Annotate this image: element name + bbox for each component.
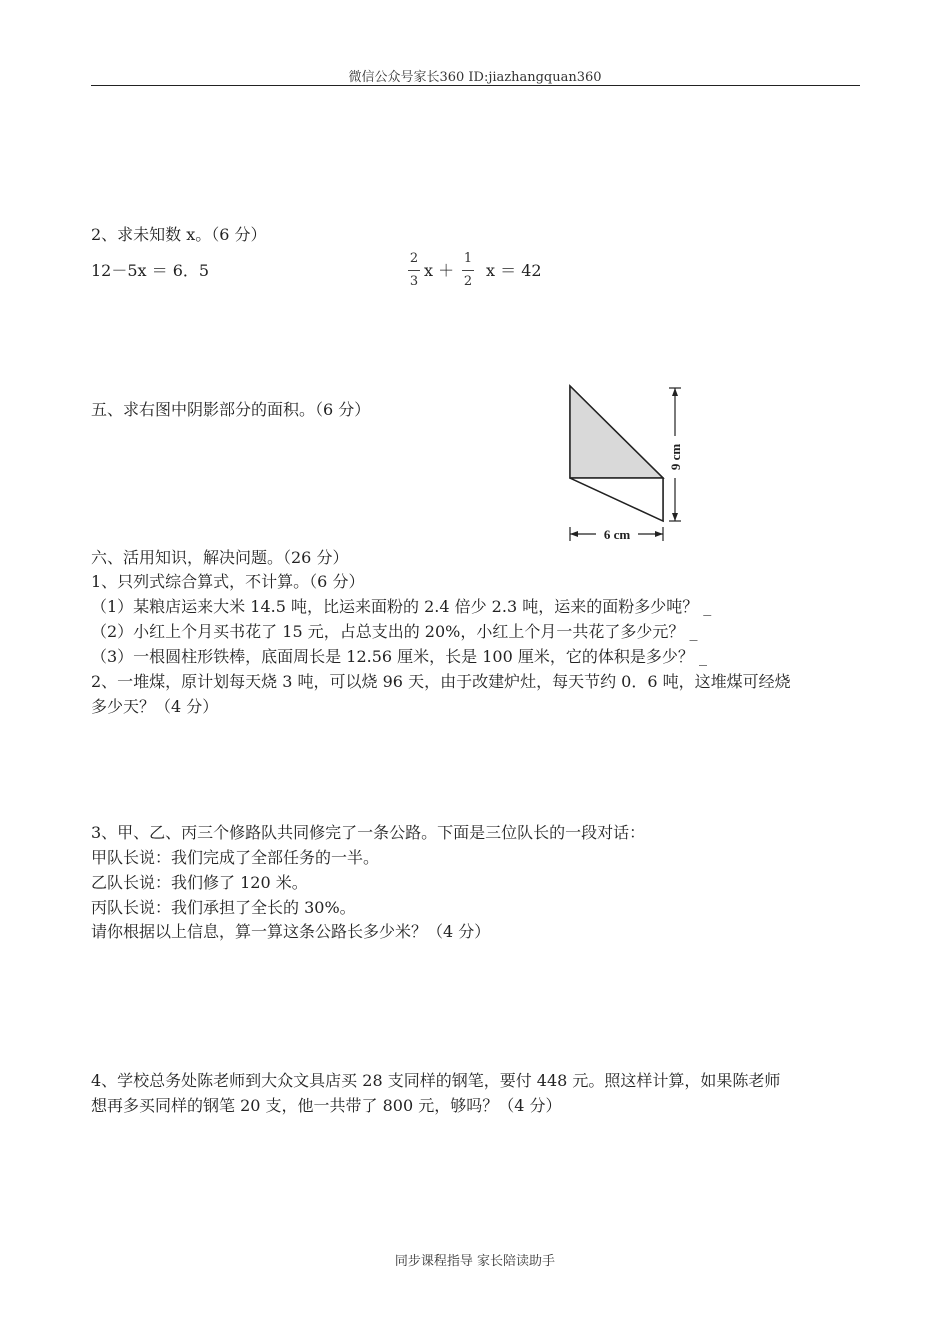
q1-item-2: （2）小红上个月买书花了 15 元，占总支出的 20%，小红上个月一共花了多少元？ _ <box>91 622 698 641</box>
q2-line-1: 2、一堆煤，原计划每天烧 3 吨，可以烧 96 天，由于改建炉灶，每天节约 0．6 吨，这堆煤可经烧 <box>91 672 791 691</box>
width-label: 6 cm <box>603 527 631 542</box>
page-header: 微信公众号家长360 ID:jiazhangquan360 <box>348 70 602 85</box>
q1-item-1: （1）某粮店运来大米 14.5 吨，比运来面粉的 2.4 倍少 2.3 吨，运来的面粉多少吨？ _ <box>91 597 712 616</box>
q4-line-2: 想再多买同样的钢笔 20 支，他一共带了 800 元，够吗？（4 分） <box>91 1096 562 1115</box>
equation-2-term-1: x ＋ <box>424 261 455 280</box>
fraction-2-denominator: 2 <box>463 274 473 289</box>
q4-line-1: 4、学校总务处陈老师到大众文具店买 28 支同样的钢笔，要付 448 元。照这样计算，如果陈老师 <box>91 1071 781 1090</box>
section-six-title: 六、活用知识，解决问题。（26 分） <box>91 548 349 567</box>
height-label: 9 cm <box>668 443 683 471</box>
q1-title: 1、只列式综合算式，不计算。（6 分） <box>91 572 365 591</box>
fraction-1-numerator: 2 <box>409 251 419 266</box>
fraction-2-numerator: 1 <box>463 251 473 266</box>
equations-title: 2、求未知数 x。（6 分） <box>91 225 267 244</box>
q3-line-1: 3、甲、乙、丙三个修路队共同修完了一条公路。下面是三位队长的一段对话： <box>91 823 646 842</box>
fraction-1-denominator: 3 <box>409 274 419 289</box>
unshaded-triangle <box>570 478 663 521</box>
fraction-1-bar <box>408 270 420 271</box>
shaded-area-figure <box>560 380 700 550</box>
q3-line-4: 丙队长说：我们承担了全长的 30%。 <box>91 898 356 917</box>
q3-line-5: 请你根据以上信息，算一算这条公路长多少米？（4 分） <box>91 922 491 941</box>
header-divider <box>91 85 860 86</box>
fraction-2-bar <box>462 270 474 271</box>
equation-2-term-2: x ＝ 42 <box>486 261 542 280</box>
section-five-title: 五、求右图中阴影部分的面积。（6 分） <box>91 400 371 419</box>
shaded-triangle <box>570 386 663 478</box>
q1-item-3: （3）一根圆柱形铁棒，底面周长是 12.56 厘米，长是 100 厘米，它的体积是多少？ _ <box>91 647 707 666</box>
page-footer: 同步课程指导 家长陪读助手 <box>394 1254 556 1269</box>
q3-line-2: 甲队长说：我们完成了全部任务的一半。 <box>91 848 380 867</box>
q2-line-2: 多少天？（4 分） <box>91 697 219 716</box>
q3-line-3: 乙队长说：我们修了 120 米。 <box>91 873 308 892</box>
equation-1: 12－5x ＝ 6．5 <box>91 261 210 280</box>
